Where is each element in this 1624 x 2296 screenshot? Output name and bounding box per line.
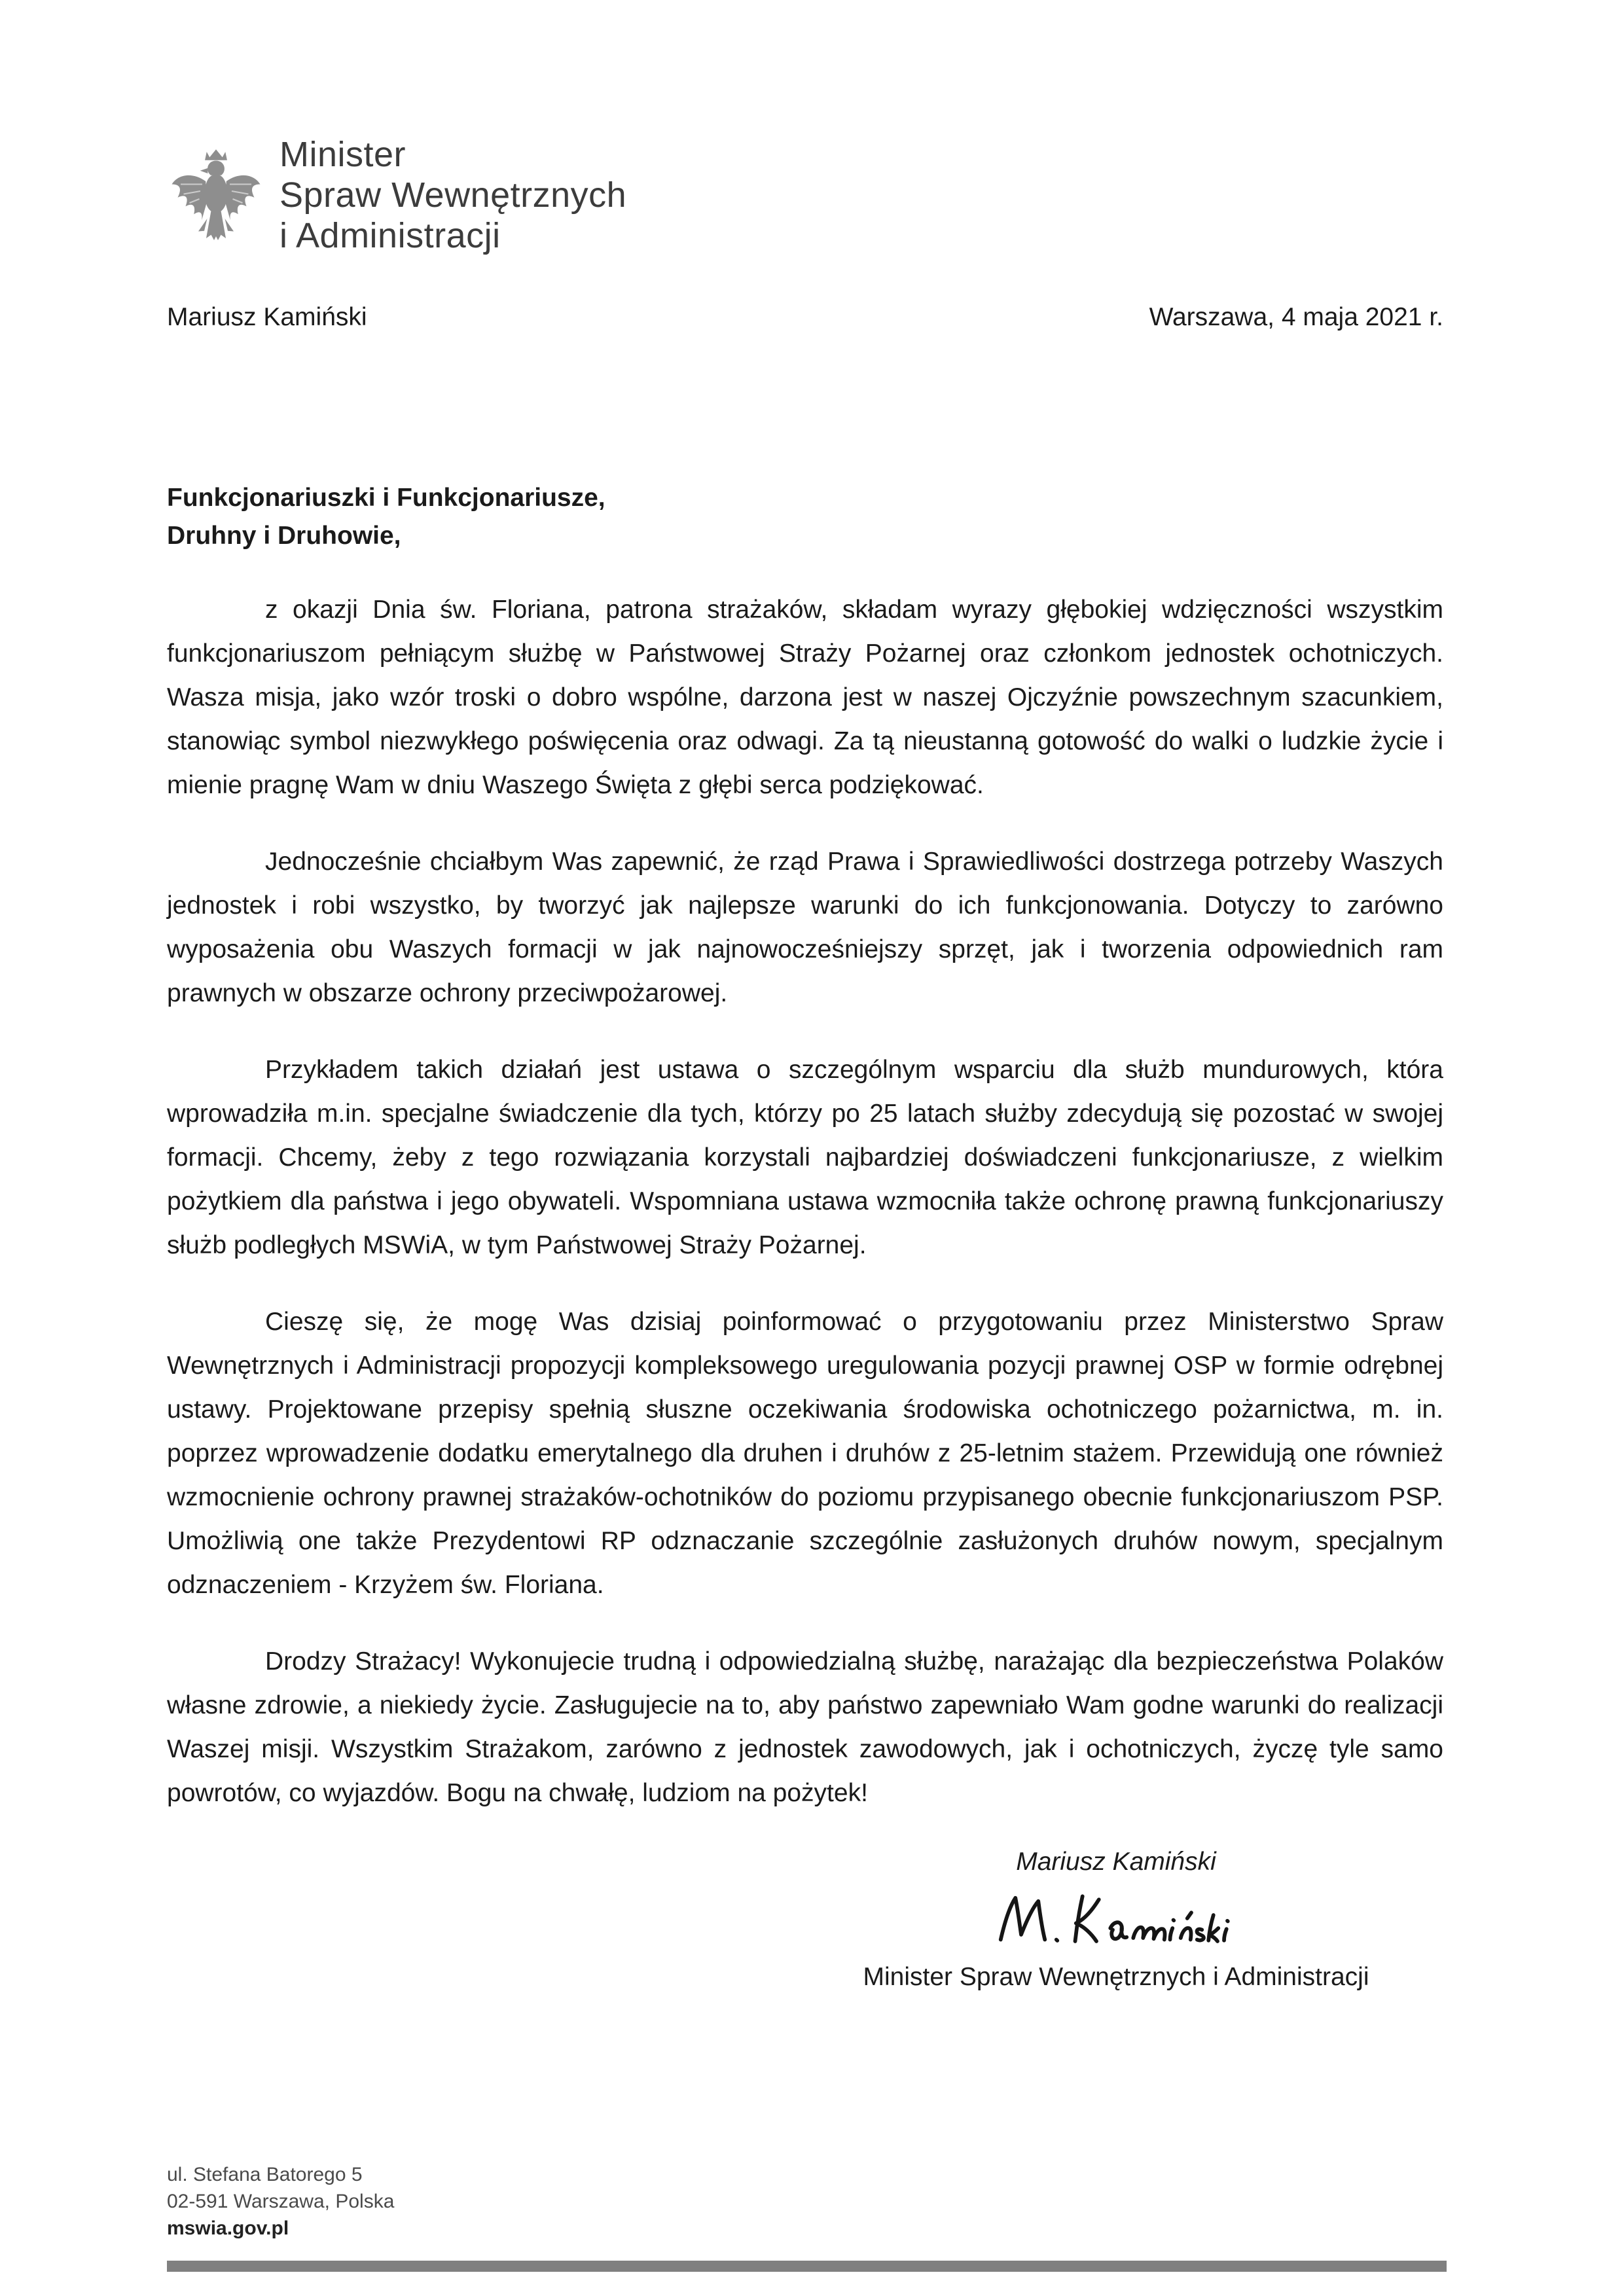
letter-paragraph-5: Drodzy Strażacy! Wykonujecie trudną i odpowiedzialną służbę, narażając dla bezpieczeństwa Polaków własne zdrowie, a niekiedy życie. Zasługujecie na to, aby państwo zapewniało Wam godne warunki do realizacji Waszej misji. Wszystkim Strażakom, zarówno z jednostek zawodowych, jak i ochotniczych, życzę tyle samo powrotów, co wyjazdów. Bogu na chwałę, ludziom na pożytek!	[167, 1647, 1443, 1807]
polish-eagle-emblem	[167, 140, 265, 250]
ministry-name-line-1: Minister	[280, 135, 406, 174]
bottom-bar-divider	[167, 2261, 1447, 2272]
signature-title: Minister Spraw Wewnętrznych i Administracji	[863, 1963, 1369, 1991]
letter-paragraph-2: Jednocześnie chciałbym Was zapewnić, że rząd Prawa i Sprawiedliwości dostrzega potrzeby Waszych jednostek i robi wszystko, by tworzyć jak najlepsze warunki do ich funkcjonowania. Dotyczy to zarówno wyposażenia obu Waszych formacji w jak najnowocześniejszy sprzęt, jak i tworzenia odpowiednich ram prawnych w obszarze ochrony przeciwpożarowej.	[167, 848, 1443, 1007]
salutation-line-2: Druhny i Druhowie,	[167, 522, 401, 550]
salutation-line-1: Funkcjonariuszki i Funkcjonariusze,	[167, 484, 605, 512]
letter-paragraph-1: z okazji Dnia św. Floriana, patrona strażaków, składam wyrazy głębokiej wdzięczności wszystkim funkcjonariuszom pełniącym służbę w Państwowej Straży Pożarnej oraz członkom jednostek ochotniczych. Wasza misja, jako wzór troski o dobro wspólne, darzona jest w naszej Ojczyźnie powszechnym szacunkiem, stanowiąc symbol niezwykłego poświęcenia oraz odwagi. Za tą nieustanną gotowość do walki o ludzkie życie i mienie pragnę Wam w dniu Waszego Święta z głębi serca podziękować.	[167, 596, 1443, 799]
handwritten-signature-icon	[962, 1886, 1270, 1958]
letterhead	[167, 0, 1443, 256]
footer-website: mswia.gov.pl	[167, 2217, 289, 2239]
letter-paragraph-3: Przykładem takich działań jest ustawa o szczególnym wsparciu dla służb mundurowych, która wprowadziła m.in. specjalne świadczenie dla tych, którzy po 25 latach służby zdecydują się pozostać w swojej formacji. Chcemy, żeby z tego rozwiązania korzystali najbardziej doświadczeni funkcjonariusze, z wielkim pożytkiem dla państwa i jego obywateli. Wspomniana ustawa wzmocniła także ochronę prawną funkcjonariuszy służb podległych MSWiA, w tym Państwowej Straży Pożarnej.	[167, 1056, 1443, 1259]
footer-address-line-1: ul. Stefana Batorego 5	[167, 2164, 363, 2185]
footer	[167, 2161, 394, 2242]
ministry-name-line-3: i Administracji	[280, 216, 501, 255]
signature-block	[789, 1848, 1443, 1992]
place-date: Warszawa, 4 maja 2021 r.	[1149, 303, 1443, 331]
letter-paragraph-4: Cieszę się, że mogę Was dzisiaj poinformować o przygotowaniu przez Ministerstwo Spraw Wewnętrznych i Administracji propozycji kompleksowego uregulowania pozycji prawnej OSP w formie odrębnej ustawy. Projektowane przepisy spełnią słuszne oczekiwania środowiska ochotniczego pożarnictwa, m. in. poprzez wprowadzenie dodatku emerytalnego dla druhen i druhów z 25-letnim stażem. Przewidują one również wzmocnienie ochrony prawnej strażaków-ochotników do poziomu przypisanego obecnie funkcjonariuszom PSP. Umożliwią one także Prezydentowi RP odznaczanie szczególnie zasłużonych druhów nowym, specjalnym odznaczeniem - Krzyżem św. Floriana.	[167, 1308, 1443, 1599]
signature-name: Mariusz Kamiński	[1016, 1848, 1216, 1876]
meta-row	[167, 303, 1443, 332]
salutation	[167, 479, 1443, 555]
sender-name: Mariusz Kamiński	[167, 303, 367, 331]
ministry-name-line-2: Spraw Wewnętrznych	[280, 175, 627, 215]
ministry-name	[280, 134, 626, 256]
letter-body	[167, 588, 1443, 1815]
footer-address-line-2: 02-591 Warszawa, Polska	[167, 2191, 395, 2212]
